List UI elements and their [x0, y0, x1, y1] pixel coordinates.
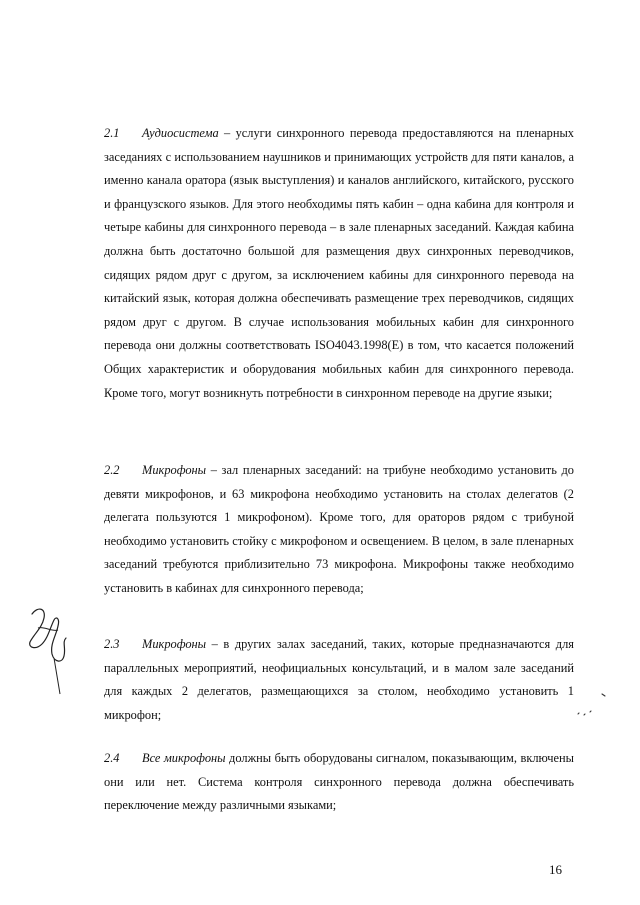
section-text: – в других залах заседаний, таких, которые предназначаются для параллельных мероприятий, неофициальных консультаций, и в малом зале заседаний для каждых 2 делегатов, размещающихся за столом, необходимо установить 1 микрофон; — [104, 637, 574, 722]
section-number: 2.4 — [104, 751, 120, 765]
section-paragraph — [104, 459, 574, 601]
margin-mark — [576, 690, 610, 718]
section-2-4 — [104, 747, 574, 818]
section-number: 2.2 — [104, 463, 120, 477]
section-number: 2.1 — [104, 126, 120, 140]
section-paragraph — [104, 122, 574, 405]
section-title: Все микрофоны — [142, 751, 226, 765]
section-title: Микрофоны — [142, 463, 207, 477]
section-paragraph — [104, 747, 574, 818]
handwritten-signature — [24, 598, 78, 698]
page-number: 16 — [549, 862, 562, 877]
section-title: Микрофоны — [142, 637, 207, 651]
section-number: 2.3 — [104, 637, 120, 651]
section-text: – зал пленарных заседаний: на трибуне необходимо установить до девяти микрофонов, и 63 микрофона необходимо установить на столах делегатов (2 делегата пользуются 1 микрофоном). Кроме того, для ораторов рядом с трибуной необходимо установить стойку с микрофоном и освещением. В целом, в зале пленарных заседаний требуются приблизительно 73 микрофона. Микрофоны также необходимо установить в кабинах для синхронного перевода; — [104, 463, 574, 595]
section-2-2 — [104, 459, 574, 601]
section-text: – услуги синхронного перевода предоставляются на пленарных заседаниях с использованием наушников и принимающих устройств для пяти каналов, а именно канала оратора (язык выступления) и каналов английского, китайского, русского и французского языков. Для этого необходимы пять кабин – одна кабина для контроля и четыре кабины для синхронного перевода – в зале пленарных заседаний. Каждая кабина должна быть достаточно большой для размещения двух синхронных переводчиков, сидящих рядом друг с другом, за исключением кабины для синхронного перевода на китайский язык, которая должна обеспечивать размещение трех переводчиков, сидящих рядом друг с другом. В случае использования мобильных кабин для синхронного перевода они должны соответствовать ISO4043.1998(E) в том, что касается положений Общих характеристик и оборудования мобильных кабин для синхронного перевода. Кроме того, могут возникнуть потребности в синхронном переводе на другие языки; — [104, 126, 574, 400]
section-2-1 — [104, 122, 574, 405]
section-title: Аудиосистема — [142, 126, 219, 140]
section-2-3 — [104, 633, 574, 727]
section-paragraph — [104, 633, 574, 727]
section-text: должны быть оборудованы сигналом, показывающим, включены они или нет. Система контроля синхронного перевода должна обеспечивать переключение между различными языками; — [104, 751, 574, 813]
